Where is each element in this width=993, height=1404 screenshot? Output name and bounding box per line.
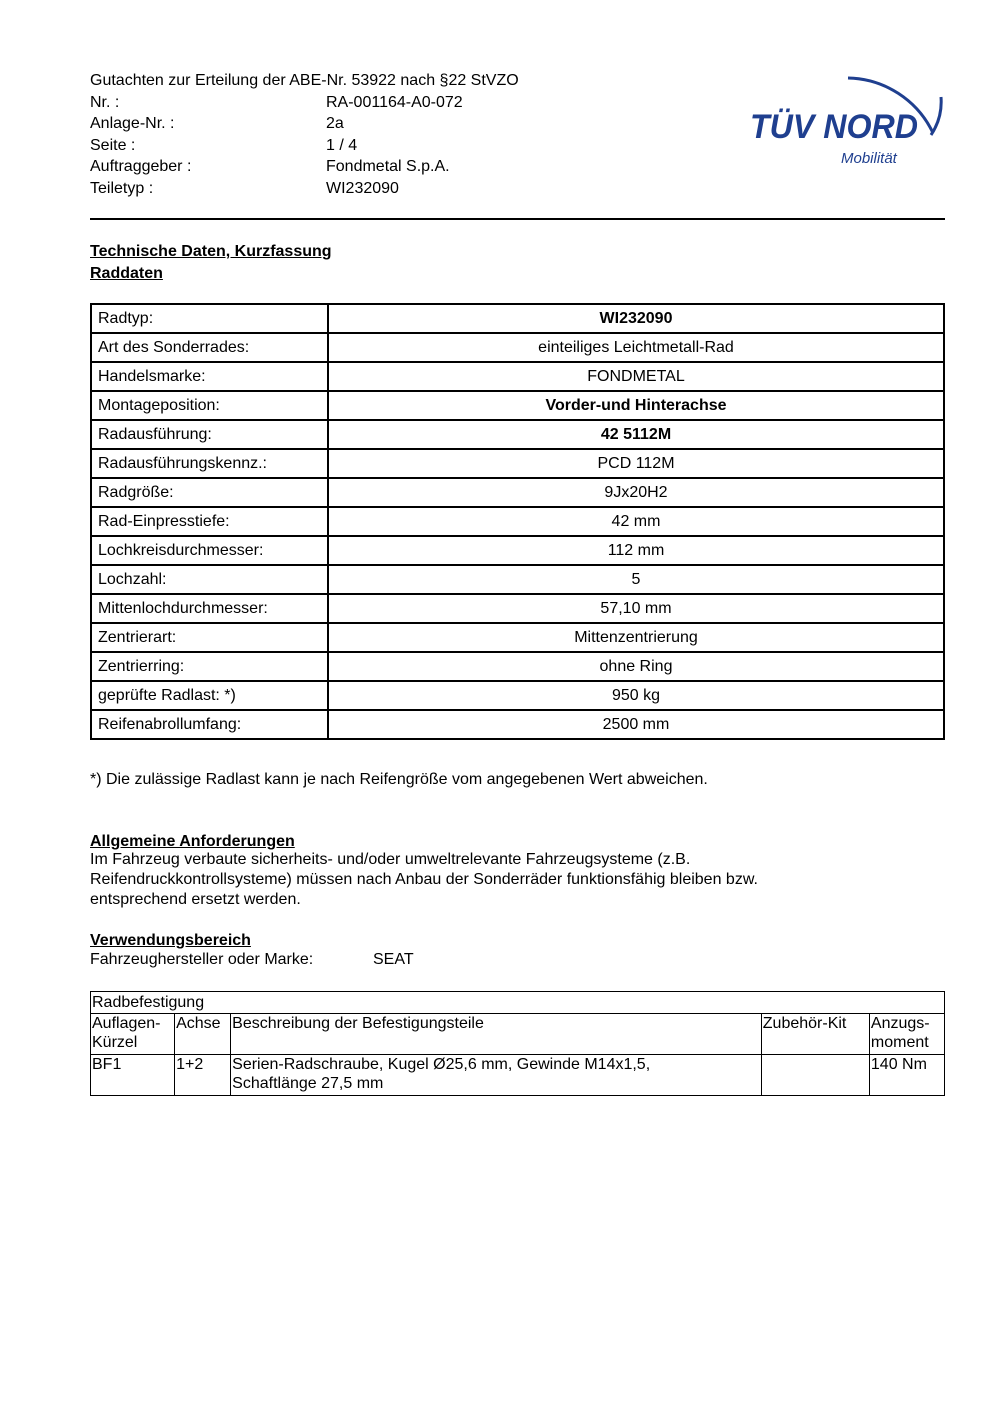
- raddaten-value: WI232090: [328, 304, 944, 333]
- raddaten-label: Radgröße:: [91, 478, 328, 507]
- header-value: RA-001164-A0-072: [326, 93, 463, 111]
- header-label: Auftraggeber :: [90, 158, 192, 175]
- raddaten-value: 9Jx20H2: [328, 478, 944, 507]
- table-row: [91, 681, 944, 710]
- raddaten-value: Vorder-und Hinterachse: [328, 391, 944, 420]
- header-label: Anlage-Nr. :: [90, 115, 175, 132]
- table-row: [91, 652, 944, 681]
- header-line: Zubehör-Kit: [762, 1015, 847, 1032]
- column-header-anzugsmoment: [869, 1014, 944, 1055]
- column-header-zubehoer-kit: [761, 1014, 869, 1055]
- radbefestigung-caption: Radbefestigung: [91, 992, 945, 1014]
- radbefestigung-header-row: [91, 1014, 945, 1055]
- column-header-kuerzel: [91, 1014, 175, 1055]
- header-value: WI232090: [326, 179, 399, 197]
- table-row: [91, 333, 944, 362]
- header-row-seite: [90, 135, 519, 157]
- raddaten-value: FONDMETAL: [328, 362, 944, 391]
- table-row: [91, 449, 944, 478]
- anforderungen-text: [90, 850, 890, 910]
- header-line: Kürzel: [92, 1034, 138, 1051]
- header-divider: [90, 218, 945, 220]
- table-row: [91, 565, 944, 594]
- header-line: Beschreibung der Befestigungsteile: [232, 1015, 484, 1032]
- raddaten-label: Radausführungskennz.:: [91, 449, 328, 478]
- header-row-auftraggeber: [90, 156, 519, 178]
- raddaten-label: Montageposition:: [91, 391, 328, 420]
- raddaten-label: Zentrierart:: [91, 623, 328, 652]
- fahrzeughersteller-row: [90, 950, 414, 970]
- column-header-achse: [175, 1014, 231, 1055]
- header-row-teiletyp: [90, 178, 519, 200]
- cell-zubehoer-kit: [761, 1055, 869, 1096]
- raddaten-label: Lochkreisdurchmesser:: [91, 536, 328, 565]
- column-header-beschreibung: [231, 1014, 762, 1055]
- report-title: Gutachten zur Erteilung der ABE-Nr. 53922 nach §22 StVZO: [90, 72, 519, 89]
- paragraph-line: Im Fahrzeug verbaute sicherheits- und/oder umweltrelevante Fahrzeugsysteme (z.B.: [90, 851, 691, 868]
- raddaten-label: Lochzahl:: [91, 565, 328, 594]
- raddaten-value: 950 kg: [328, 681, 944, 710]
- header-line: Anzugs-: [870, 1015, 930, 1032]
- table-row: [91, 478, 944, 507]
- section-title-verwendungsbereich: Verwendungsbereich: [90, 932, 251, 949]
- paragraph-line: Reifendruckkontrollsysteme) müssen nach Anbau der Sonderräder funktionsfähig bleiben bzw.: [90, 871, 758, 888]
- raddaten-label: Handelsmarke:: [91, 362, 328, 391]
- table-row: [91, 507, 944, 536]
- raddaten-value: 57,10 mm: [328, 594, 944, 623]
- table-row: [91, 536, 944, 565]
- section-subtitle-raddaten: Raddaten: [90, 265, 163, 282]
- header-line: Achse: [176, 1015, 221, 1032]
- cell-line: Schaftlänge 27,5 mm: [232, 1075, 384, 1092]
- raddaten-label: geprüfte Radlast: *): [91, 681, 328, 710]
- section-title-technische-daten: Technische Daten, Kurzfassung: [90, 243, 332, 260]
- section-title-allgemeine-anforderungen: Allgemeine Anforderungen: [90, 833, 295, 850]
- table-row: [91, 420, 944, 449]
- header-label: Seite :: [90, 136, 136, 154]
- header-label: Teiletyp :: [90, 179, 154, 197]
- paragraph-line: entsprechend ersetzt werden.: [90, 891, 301, 908]
- table-row: [91, 304, 944, 333]
- table-row: [91, 391, 944, 420]
- raddaten-value: Mittenzentrierung: [328, 623, 944, 652]
- raddaten-value: einteiliges Leichtmetall-Rad: [328, 333, 944, 362]
- radlast-footnote: *) Die zulässige Radlast kann je nach Reifengröße vom angegebenen Wert abweichen.: [90, 771, 708, 788]
- raddaten-value: 2500 mm: [328, 710, 944, 739]
- raddaten-label: Art des Sonderrades:: [91, 333, 328, 362]
- raddaten-value: ohne Ring: [328, 652, 944, 681]
- raddaten-label: Mittenlochdurchmesser:: [91, 594, 328, 623]
- raddaten-label: Radausführung:: [91, 420, 328, 449]
- header-label: Nr. :: [90, 93, 120, 111]
- header-value: Fondmetal S.p.A.: [326, 158, 450, 175]
- logo-brand: TÜV NORD: [750, 108, 918, 146]
- radbefestigung-table: [90, 991, 945, 1096]
- raddaten-table: [90, 303, 945, 740]
- cell-anzugsmoment: 140 Nm: [869, 1055, 944, 1096]
- table-row: [91, 710, 944, 739]
- fahrzeughersteller-label: Fahrzeughersteller oder Marke:: [90, 951, 314, 968]
- header-line: moment: [870, 1034, 929, 1051]
- fahrzeughersteller-value: SEAT: [373, 951, 414, 968]
- raddaten-value: 42 mm: [328, 507, 944, 536]
- cell-line: Serien-Radschraube, Kugel Ø25,6 mm, Gewinde M14x1,5,: [232, 1056, 651, 1073]
- header-row-anlage: [90, 113, 519, 135]
- table-row: [91, 1055, 945, 1096]
- cell-achse: 1+2: [175, 1055, 231, 1096]
- raddaten-value: 112 mm: [328, 536, 944, 565]
- header-row-nr: [90, 92, 519, 114]
- raddaten-value: PCD 112M: [328, 449, 944, 478]
- header-line: Auflagen-: [92, 1015, 161, 1032]
- table-row: [91, 362, 944, 391]
- raddaten-value: 42 5112M: [328, 420, 944, 449]
- document-header: [90, 70, 519, 199]
- raddaten-label: Radtyp:: [91, 304, 328, 333]
- logo-sub: Mobilität: [841, 150, 897, 167]
- cell-beschreibung: [231, 1055, 762, 1096]
- tuv-nord-logo: [745, 45, 950, 175]
- table-row: [91, 594, 944, 623]
- raddaten-label: Reifenabrollumfang:: [91, 710, 328, 739]
- header-value: 1 / 4: [326, 136, 358, 154]
- header-value: 2a: [326, 115, 344, 132]
- raddaten-label: Zentrierring:: [91, 652, 328, 681]
- cell-kuerzel: BF1: [91, 1055, 175, 1096]
- raddaten-value: 5: [328, 565, 944, 594]
- table-row: [91, 623, 944, 652]
- raddaten-label: Rad-Einpresstiefe:: [91, 507, 328, 536]
